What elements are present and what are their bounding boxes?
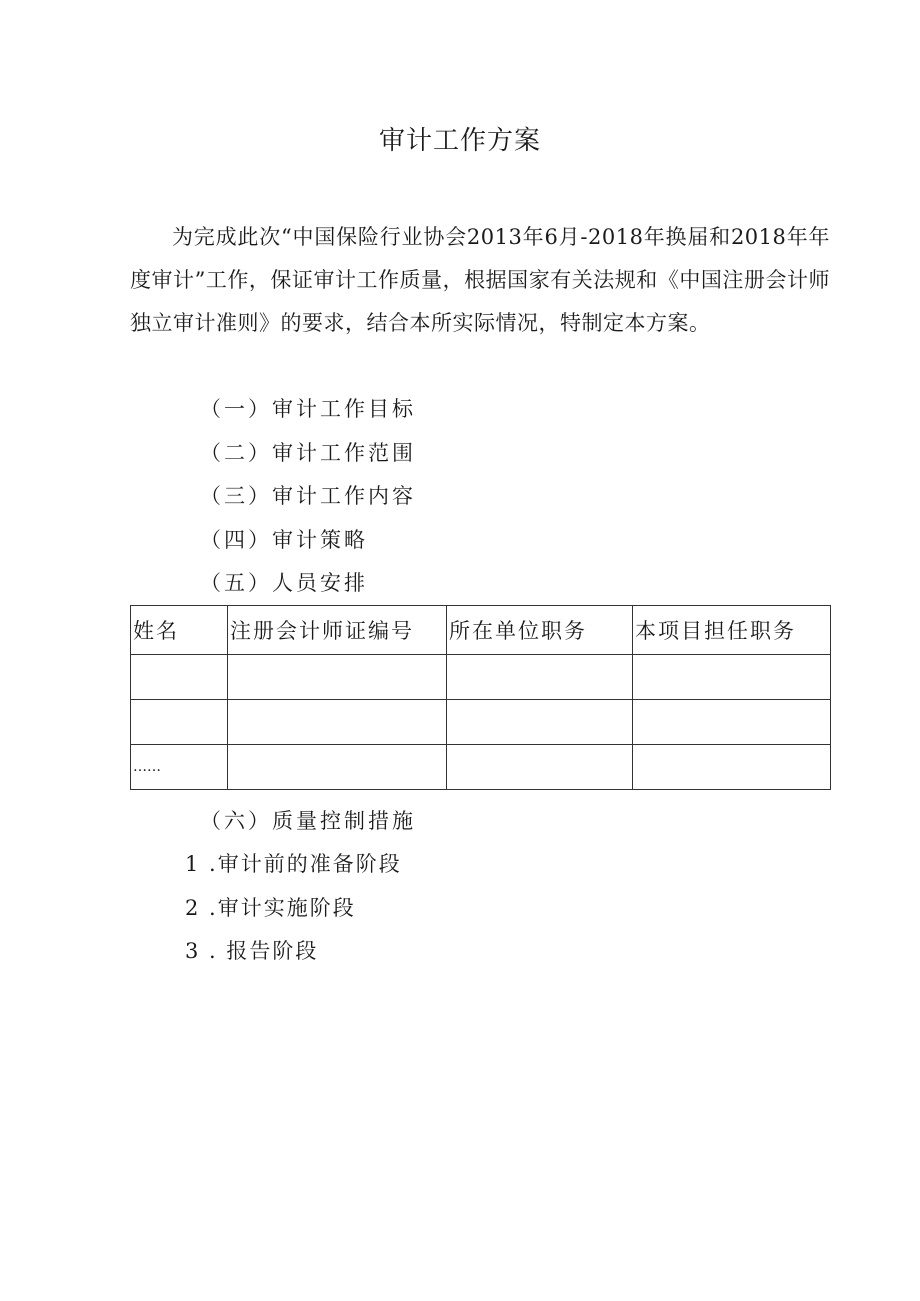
table-cell [633,655,831,700]
table-row [131,745,831,790]
header-cpa-number: 注册会计师证编号 [228,606,447,655]
table-cell [228,745,447,790]
table-cell [447,655,633,700]
section-heading-quality-control: （六）质量控制措施 [200,809,416,833]
step-preparation: 1 .审计前的准备阶段 [185,852,402,876]
section-heading-staffing: （五）人员安排 [200,571,368,595]
document-title: 审计工作方案 [378,126,541,156]
step-reporting: 3 . 报告阶段 [185,939,319,963]
section-heading-scope: （二）审计工作范围 [200,441,416,465]
section-heading-strategy: （四）审计策略 [200,528,368,552]
table-cell [228,700,447,745]
table-cell [228,655,447,700]
section-heading-content: （三）审计工作内容 [200,484,416,508]
table-cell: …… [131,745,228,790]
table-row [131,700,831,745]
header-project-role: 本项目担任职务 [633,606,831,655]
table-header-row [131,606,831,655]
table-cell [131,700,228,745]
staff-table [130,605,831,790]
table-cell [633,700,831,745]
table-row [131,655,831,700]
table-cell [131,655,228,700]
header-unit-position: 所在单位职务 [447,606,633,655]
table-cell [633,745,831,790]
header-name: 姓名 [131,606,228,655]
step-implementation: 2 .审计实施阶段 [185,896,356,920]
table-cell [447,700,633,745]
table-cell [447,745,633,790]
section-heading-goal: （一）审计工作目标 [200,397,416,421]
intro-paragraph: 为完成此次“中国保险行业协会2013年6月-2018年换届和2018年年度审计”工作，保证审计工作质量，根据国家有关法规和《中国注册会计师独立审计准则》的要求，结合本所实际情况，特制定本方案。 [130,225,830,335]
